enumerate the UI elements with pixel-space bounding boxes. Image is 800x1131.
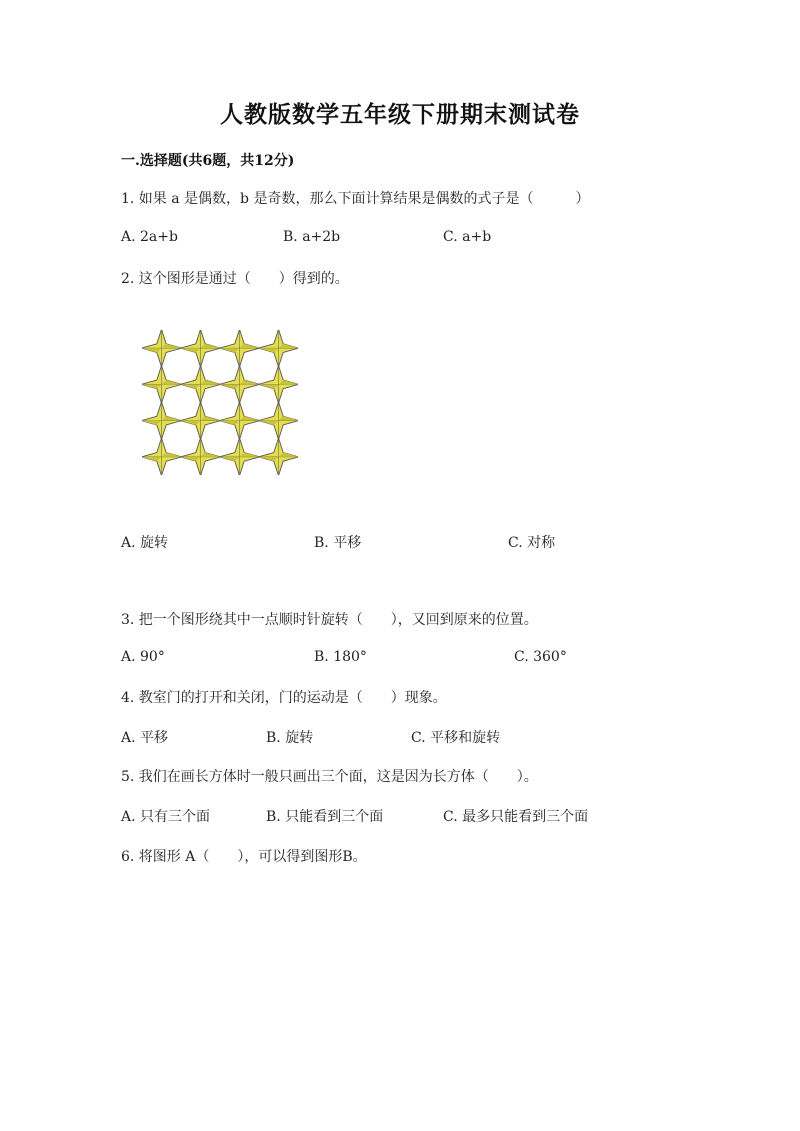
- section-heading: 一.选择题(共6题，共12分): [121, 153, 295, 169]
- star-shape: [258, 366, 298, 404]
- question-3-option-c: C. 360°: [514, 649, 567, 665]
- question-5-option-a: A. 只有三个面: [121, 809, 211, 825]
- page-title: 人教版数学五年级下册期末测试卷: [220, 101, 580, 128]
- question-3-option-b: B. 180°: [314, 649, 367, 665]
- star-shape: [180, 402, 221, 440]
- question-2-option-a: A. 旋转: [121, 535, 169, 551]
- question-4-option-c: C. 平移和旋转: [411, 730, 501, 746]
- question-4-option-b: B. 旋转: [266, 730, 314, 746]
- star-pattern-figure: [142, 330, 298, 475]
- question-5-stem: 5. 我们在画长方体时一般只画出三个面，这是因为长方体（ ）。: [121, 769, 538, 785]
- question-4-stem: 4. 教室门的打开和关闭，门的运动是（ ）现象。: [121, 690, 447, 706]
- question-3-option-a: A. 90°: [121, 649, 165, 665]
- question-1-option-a: A. 2a+b: [121, 229, 178, 245]
- question-2-option-b: B. 平移: [314, 535, 362, 551]
- question-5-option-c: C. 最多只能看到三个面: [443, 809, 589, 825]
- star-shape: [219, 402, 260, 440]
- question-4-option-a: A. 平移: [121, 730, 169, 746]
- question-5-option-b: B. 只能看到三个面: [266, 809, 384, 825]
- star-shape: [219, 366, 260, 404]
- star-shape: [258, 438, 298, 475]
- question-1-option-b: B. a+2b: [283, 229, 341, 245]
- star-shape: [142, 402, 182, 440]
- question-2-stem: 2. 这个图形是通过（ ）得到的。: [121, 271, 349, 287]
- star-shape: [142, 438, 182, 475]
- question-1-option-c: C. a+b: [443, 229, 492, 245]
- star-shape: [180, 366, 221, 404]
- question-6-stem: 6. 将图形 A（ ），可以得到图形B。: [121, 849, 367, 865]
- question-2-option-c: C. 对称: [508, 535, 556, 551]
- star-shape: [258, 330, 298, 367]
- star-shape: [180, 438, 221, 475]
- star-shape: [219, 438, 260, 475]
- question-3-stem: 3. 把一个图形绕其中一点顺时针旋转（ ），又回到原来的位置。: [121, 612, 538, 628]
- star-shape: [180, 330, 221, 367]
- star-shape: [258, 402, 298, 440]
- star-shape: [142, 366, 182, 404]
- star-shape: [219, 330, 260, 367]
- star-shape: [142, 330, 182, 367]
- question-1-stem: 1. 如果 a 是偶数，b 是奇数，那么下面计算结果是偶数的式子是（ ）: [121, 191, 590, 207]
